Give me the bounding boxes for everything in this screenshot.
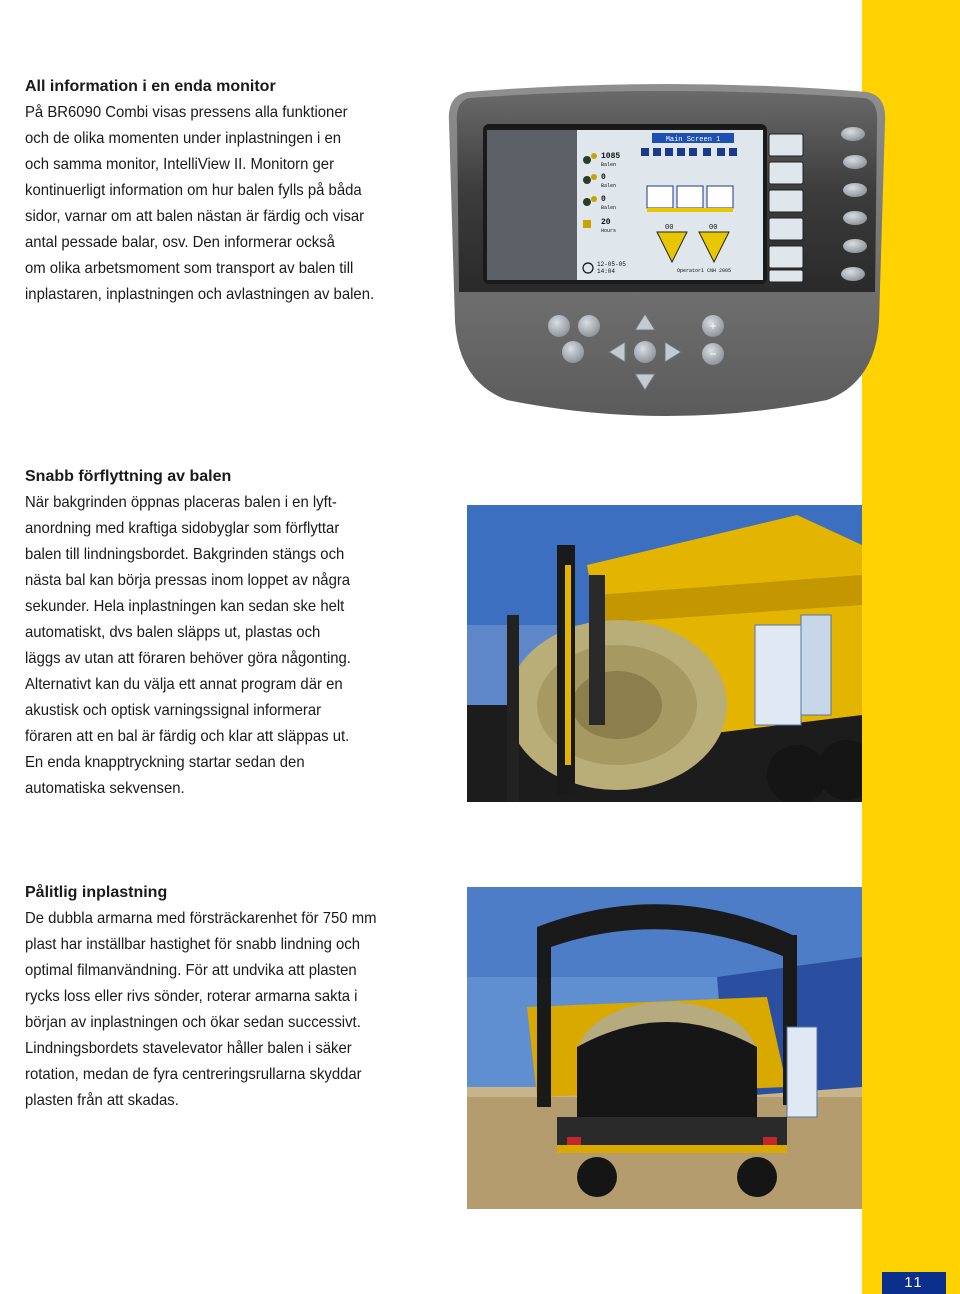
- body-monitor: På BR6090 Combi visas pressens alla funktioner och de olika momenten under inplastningen i en och samma monitor, IntelliView II. Monitorn ger kontinuerligt information om hur balen fylls på båda sidor, varnar om att balen nästan är färdig och visar antal pessade balar, osv. Den informerar också om olika arbetsmoment som transport av balen till inplastaren, inplastningen och avlastningen av balen.: [25, 104, 375, 303]
- intelliview-monitor-illustration: [447, 82, 887, 422]
- svg-text:−: −: [709, 347, 717, 361]
- counter-3-value: 0: [601, 195, 606, 204]
- photo-bale-wrapping: [467, 887, 862, 1209]
- screen-title: Main Screen 1: [665, 136, 721, 144]
- counter-2-value: 0: [601, 173, 606, 182]
- photo-bale-transfer: [467, 505, 862, 802]
- screen-date: 12-05-05: [597, 261, 626, 268]
- svg-text:00: 00: [665, 224, 674, 232]
- svg-text:+: +: [709, 319, 717, 333]
- page-number: 11: [882, 1272, 946, 1294]
- screen-left-panel: [487, 130, 577, 280]
- heading-bale-transfer: Snabb förflyttning av balen: [25, 468, 232, 485]
- screen-time: 14:04: [597, 268, 616, 275]
- body-bale-transfer: När bakgrinden öppnas placeras balen i en lyft- anordning med kraftiga sidobyglar som förflyttar balen till lindningsbordet. Bakgrinden stängs och nästa bal kan börja pressas inom loppet av några sekunder. Hela inplastningen kan sedan ske helt automatiskt, dvs balen släpps ut, plastas och läggs av utan att föraren behöver göra någonting. Alternativt kan du välja ett annat program där en akustisk och optisk varningssignal informerar föraren att en bal är färdig och klar att släppas ut. En enda knapptryckning startar sedan den automatiska sekvensen.: [25, 494, 351, 797]
- counter-4-label: Hours: [601, 228, 617, 234]
- counter-3-label: Balen: [601, 205, 617, 211]
- screen-footer: Operator1 CNH 2005: [677, 268, 732, 274]
- heading-wrapping: Pålitlig inplastning: [25, 884, 168, 901]
- counter-1-value: 1085: [601, 152, 621, 161]
- section-monitor: [25, 74, 400, 308]
- body-wrapping: De dubbla armarna med försträckarenhet för 750 mm plast har inställbar hastighet för snabb lindning och optimal filmanvändning. För att undvika att plasten rycks loss eller rivs sönder, roterar armarna sakta i början av inplastningen och ökar sedan successivt. Lindningsbordets stavelevator håller balen i säker rotation, medan de fyra centreringsrullarna skyddar plasten från att skadas.: [25, 910, 377, 1109]
- section-bale-transfer: [25, 464, 375, 802]
- counter-2-label: Balen: [601, 183, 617, 189]
- counter-4-value: 20: [601, 218, 611, 227]
- section-wrapping: [25, 880, 403, 1114]
- heading-monitor: All information i en enda monitor: [25, 78, 276, 95]
- svg-text:00: 00: [709, 224, 718, 232]
- counter-1-label: Balen: [601, 162, 617, 168]
